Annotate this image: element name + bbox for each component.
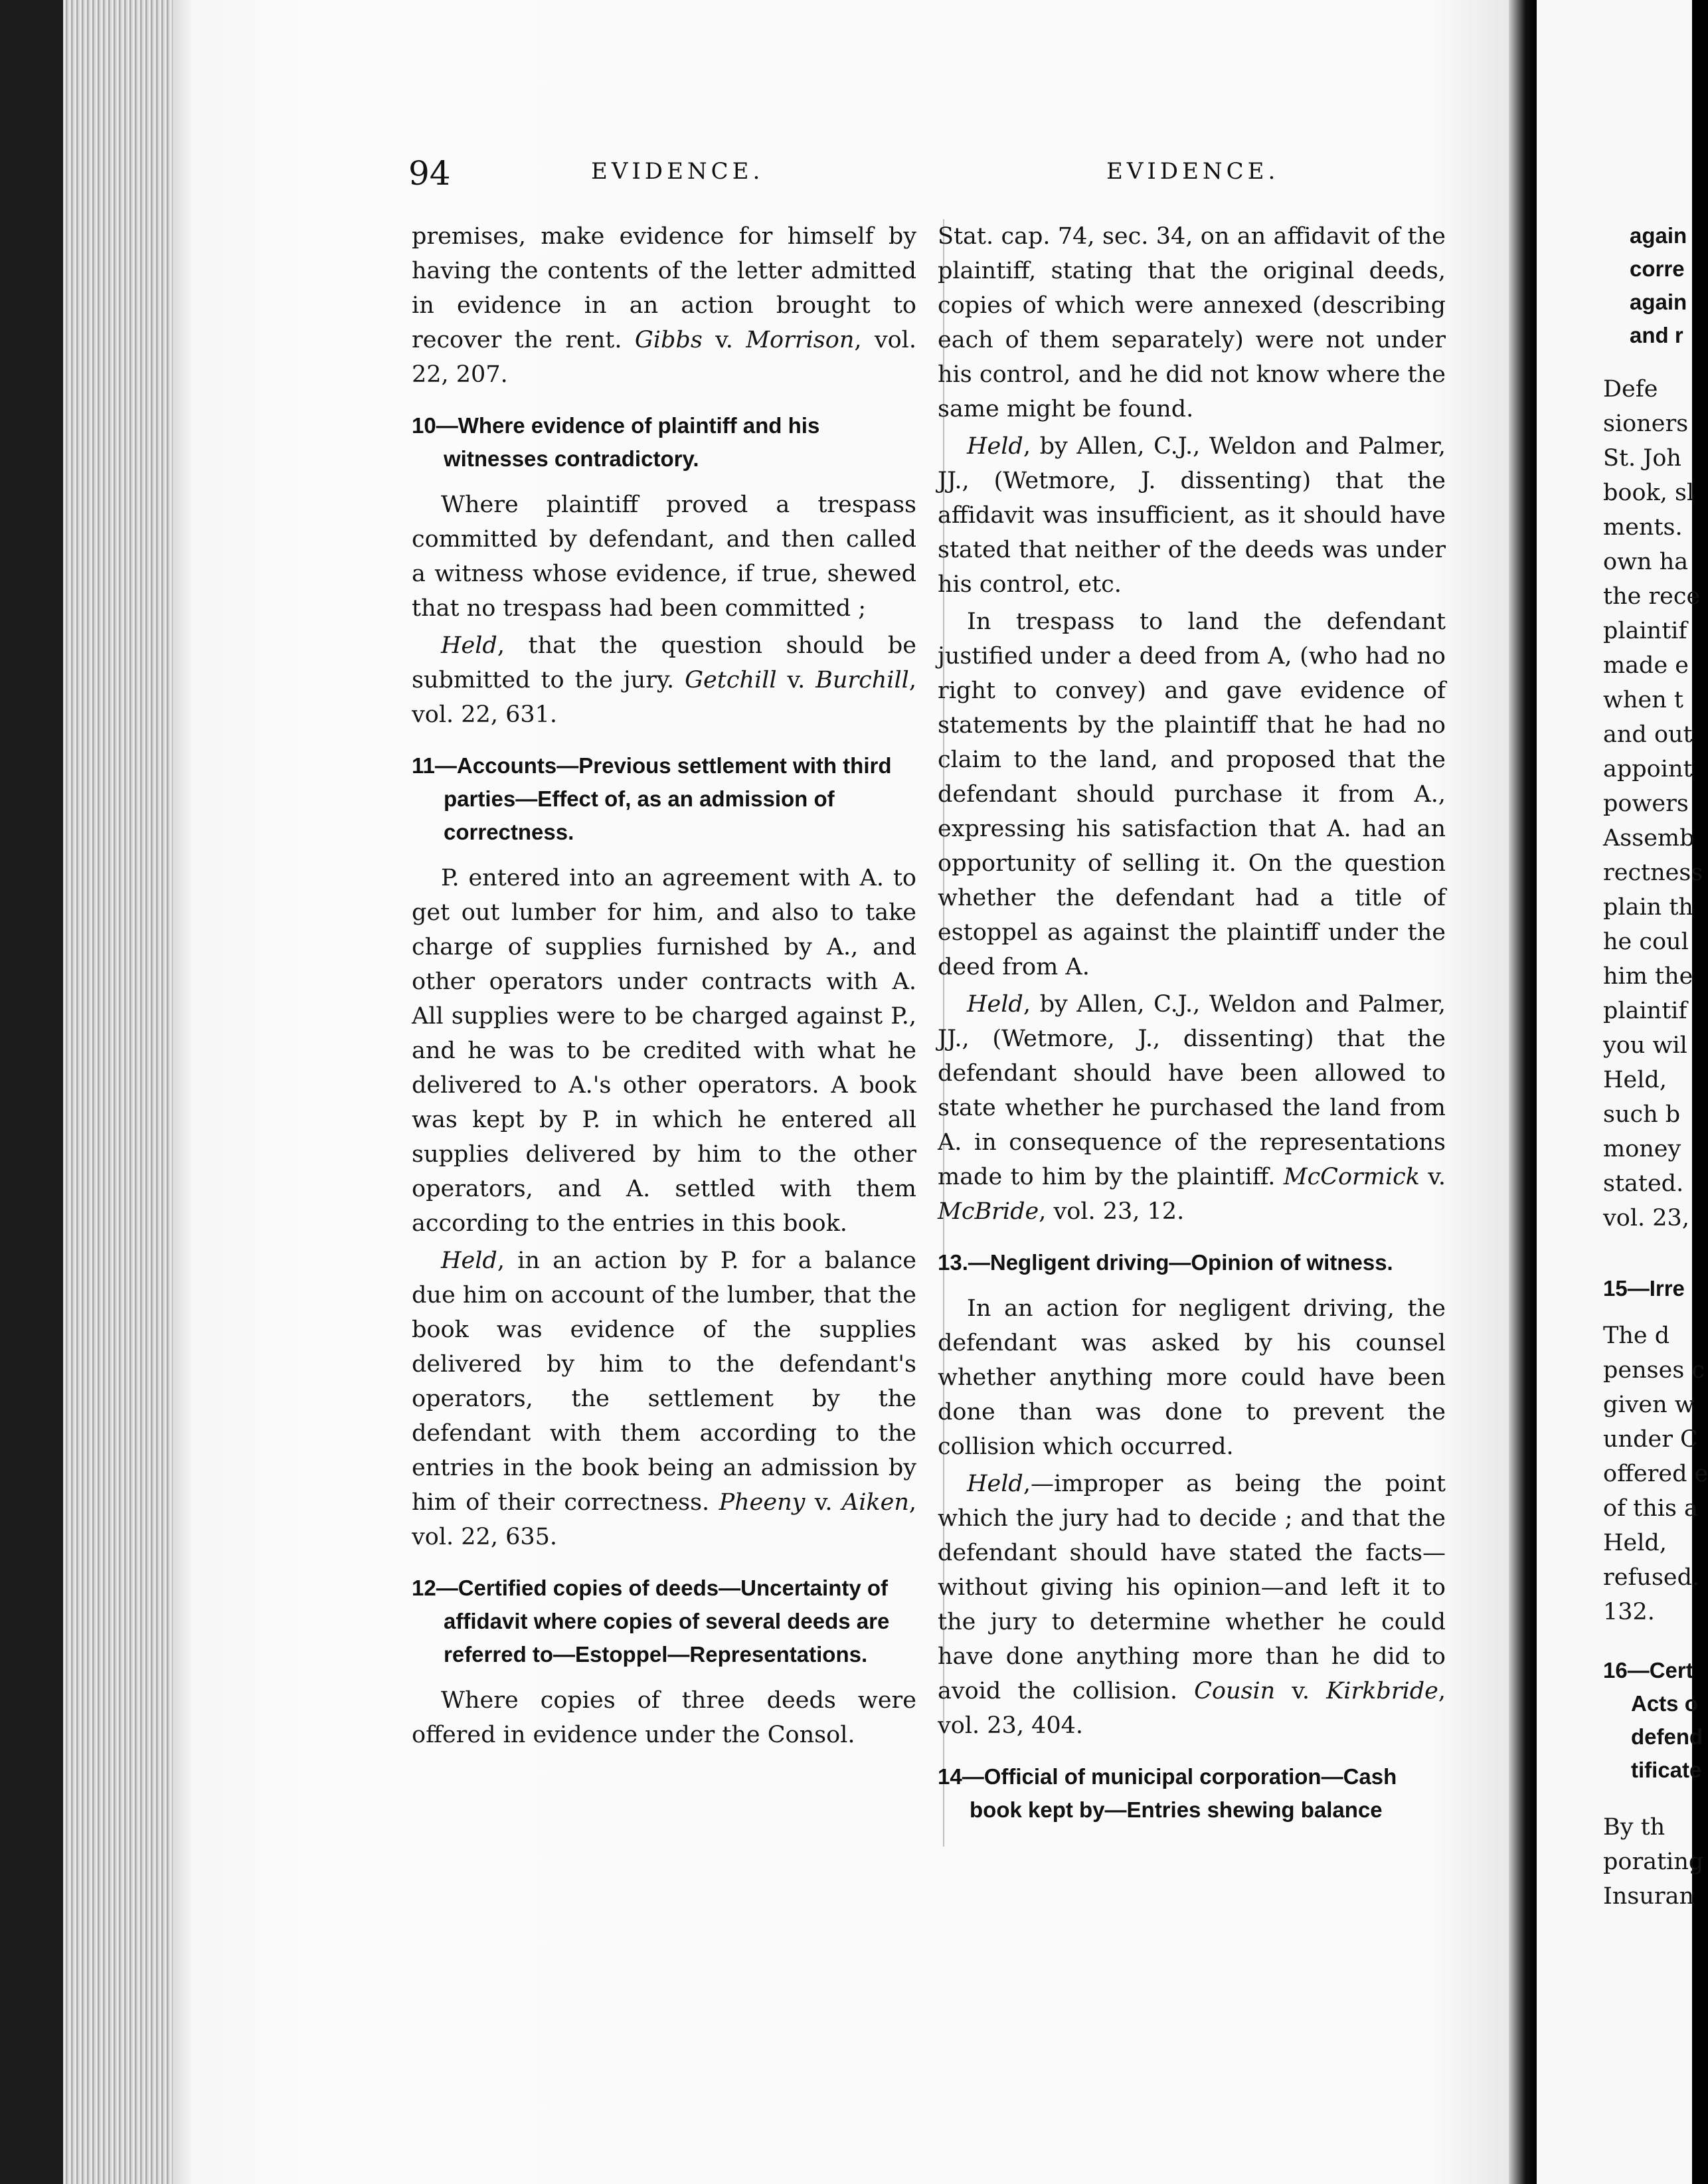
facing-line: money xyxy=(1603,1136,1681,1162)
section-heading-12: 12—Certified copies of deeds—Uncertainty of affidavit where copies of several deeds are referred to—Estoppel—Representations. xyxy=(412,1576,890,1667)
facing-line: powers xyxy=(1603,790,1689,817)
paragraph: Held, by Allen, C.J., Weldon and Palmer, JJ., (Wetmore, J. dissenting) that the affidavit was insufficient, as it should have stated that neither of the deeds was under his control, etc. xyxy=(938,433,1446,598)
facing-text-block-3 xyxy=(1603,1810,1703,1914)
paragraph: In an action for negligent driving, the defendant was asked by his counsel whether anything more could have been done than was done to prevent the collision which occurred. xyxy=(938,1295,1446,1460)
facing-line: rectness xyxy=(1603,860,1703,886)
facing-line: when t xyxy=(1603,687,1683,713)
running-head-right: EVIDENCE. xyxy=(1106,158,1280,185)
facing-line: penses c xyxy=(1603,1357,1705,1384)
facing-line: the rece xyxy=(1603,583,1701,610)
facing-line: Held, xyxy=(1603,1067,1667,1093)
paragraph: Stat. cap. 74, sec. 34, on an affidavit of the plaintiff, stating that the original deeds, copies of which were annexed (describing each of them separately) were not under his control, and he did not know where the same might be found. xyxy=(938,223,1446,422)
facing-line: plaintif xyxy=(1603,618,1687,644)
facing-line: you wil xyxy=(1603,1032,1687,1059)
paragraph: In trespass to land the defendant justified under a deed from A, (who had no right to convey) and gave evidence of statements by the plaintiff that he had no claim to the land, and proposed that the defendant should purchase it from A., expressing his satisfaction that A. had an opportunity of selling it. On the question whether the defendant had a title of estoppel as against the plaintiff under the deed from A. xyxy=(938,608,1446,980)
facing-line: porating xyxy=(1603,1849,1704,1875)
paragraph: Where plaintiff proved a trespass committed by defendant, and then called a witness whose evidence, if true, shewed that no trespass had been committed ; xyxy=(412,492,916,622)
facing-line: Assemb xyxy=(1603,825,1695,852)
book-gutter xyxy=(1509,0,1537,2184)
facing-line: of this a xyxy=(1603,1495,1698,1522)
facing-line: plain th xyxy=(1603,894,1693,921)
facing-line: own ha xyxy=(1603,549,1689,575)
facing-text-block-1 xyxy=(1603,372,1703,1235)
section-heading-14: 14—Official of municipal corporation—Cash book kept by—Entries shewing balance xyxy=(938,1764,1397,1822)
facing-line: Held, xyxy=(1603,1530,1667,1556)
facing-line: appoint xyxy=(1603,756,1693,782)
paragraph: Held, that the question should be submitted to the jury. Getchill v. Burchill, vol. 22, 631. xyxy=(412,632,916,728)
running-head-left: EVIDENCE. xyxy=(591,158,764,185)
facing-line: him the xyxy=(1603,963,1693,990)
paragraph: Held, by Allen, C.J., Weldon and Palmer, JJ., (Wetmore, J., dissenting) that the defendant should have been allowed to state whether he purchased the land from A. in consequence of the representations made to him by the plaintiff. McCormick v. McBride, vol. 23, 12. xyxy=(938,991,1446,1225)
facing-line: Insuran xyxy=(1603,1883,1695,1910)
facing-heading-16: 16—Cert Acts o defend tificate xyxy=(1603,1658,1703,1782)
facing-line: offered e xyxy=(1603,1461,1708,1487)
facing-line: book, sl xyxy=(1603,480,1695,506)
section-heading-13: 13.—Negligent driving—Opinion of witness. xyxy=(938,1250,1393,1275)
facing-line: vol. 23, xyxy=(1603,1205,1689,1231)
section-heading-10: 10—Where evidence of plaintiff and his witnesses contradictory. xyxy=(412,413,820,471)
paragraph: P. entered into an agreement with A. to get out lumber for him, and also to take charge of supplies furnished by A., and other operators under contracts with A. All supplies were to be charged against P., and he was to be credited with what he delivered to A.'s other operators. A book was kept by P. in which he entered all supplies delivered by him to the other operators, and A. settled with them according to the entries in this book. xyxy=(412,865,916,1237)
page-stack-edge xyxy=(63,0,173,2184)
book-edge-shadow xyxy=(0,0,63,2184)
section-heading-11: 11—Accounts—Previous settlement with third parties—Effect of, as an admission of correctness. xyxy=(412,753,892,844)
facing-line: The d xyxy=(1603,1322,1670,1349)
facing-line: given w xyxy=(1603,1392,1695,1418)
facing-line: such b xyxy=(1603,1101,1681,1128)
facing-line: refused. xyxy=(1603,1564,1700,1591)
left-column xyxy=(412,219,916,1752)
facing-line: ments. xyxy=(1603,514,1683,541)
facing-heading-15: 15—Irre xyxy=(1603,1276,1685,1301)
facing-heading: again corre again and r xyxy=(1630,223,1687,347)
facing-line: 132. xyxy=(1603,1599,1655,1625)
facing-line: sioners xyxy=(1603,410,1689,437)
facing-line: and out xyxy=(1603,721,1693,748)
facing-line: stated. xyxy=(1603,1170,1684,1197)
paragraph: Held,—improper as being the point which the jury had to decide ; and that the defendant should have stated the facts—without giving his opinion—and left it to the jury to determine whether he could have done anything more than he did to avoid the collision. Cousin v. Kirkbride, vol. 23, 404. xyxy=(938,1471,1446,1739)
facing-line: St. Joh xyxy=(1603,445,1681,472)
facing-line: under C xyxy=(1603,1426,1698,1453)
facing-page-fragment xyxy=(1537,0,1708,2184)
page-number: 94 xyxy=(408,154,451,193)
paragraph: Where copies of three deeds were offered in evidence under the Consol. xyxy=(412,1687,916,1748)
paragraph: premises, make evidence for himself by having the contents of the letter admitted in evidence in an action brought to recover the rent. Gibbs v. Morrison, vol. 22, 207. xyxy=(412,223,916,388)
facing-line: made e xyxy=(1603,652,1689,679)
facing-text-block-2 xyxy=(1603,1319,1708,1629)
facing-line: he coul xyxy=(1603,929,1689,955)
facing-line: By th xyxy=(1603,1814,1665,1841)
right-column xyxy=(938,219,1446,1839)
paragraph: Held, in an action by P. for a balance due him on account of the lumber, that the book was evidence of the supplies delivered by him to the defendant's operators, the settlement by the defendant with them according to the entries in the book being an admission by him of their correctness. Pheeny v. Aiken, vol. 22, 635. xyxy=(412,1247,916,1550)
facing-line: Defe xyxy=(1603,376,1658,403)
facing-line: plaintif xyxy=(1603,998,1687,1024)
